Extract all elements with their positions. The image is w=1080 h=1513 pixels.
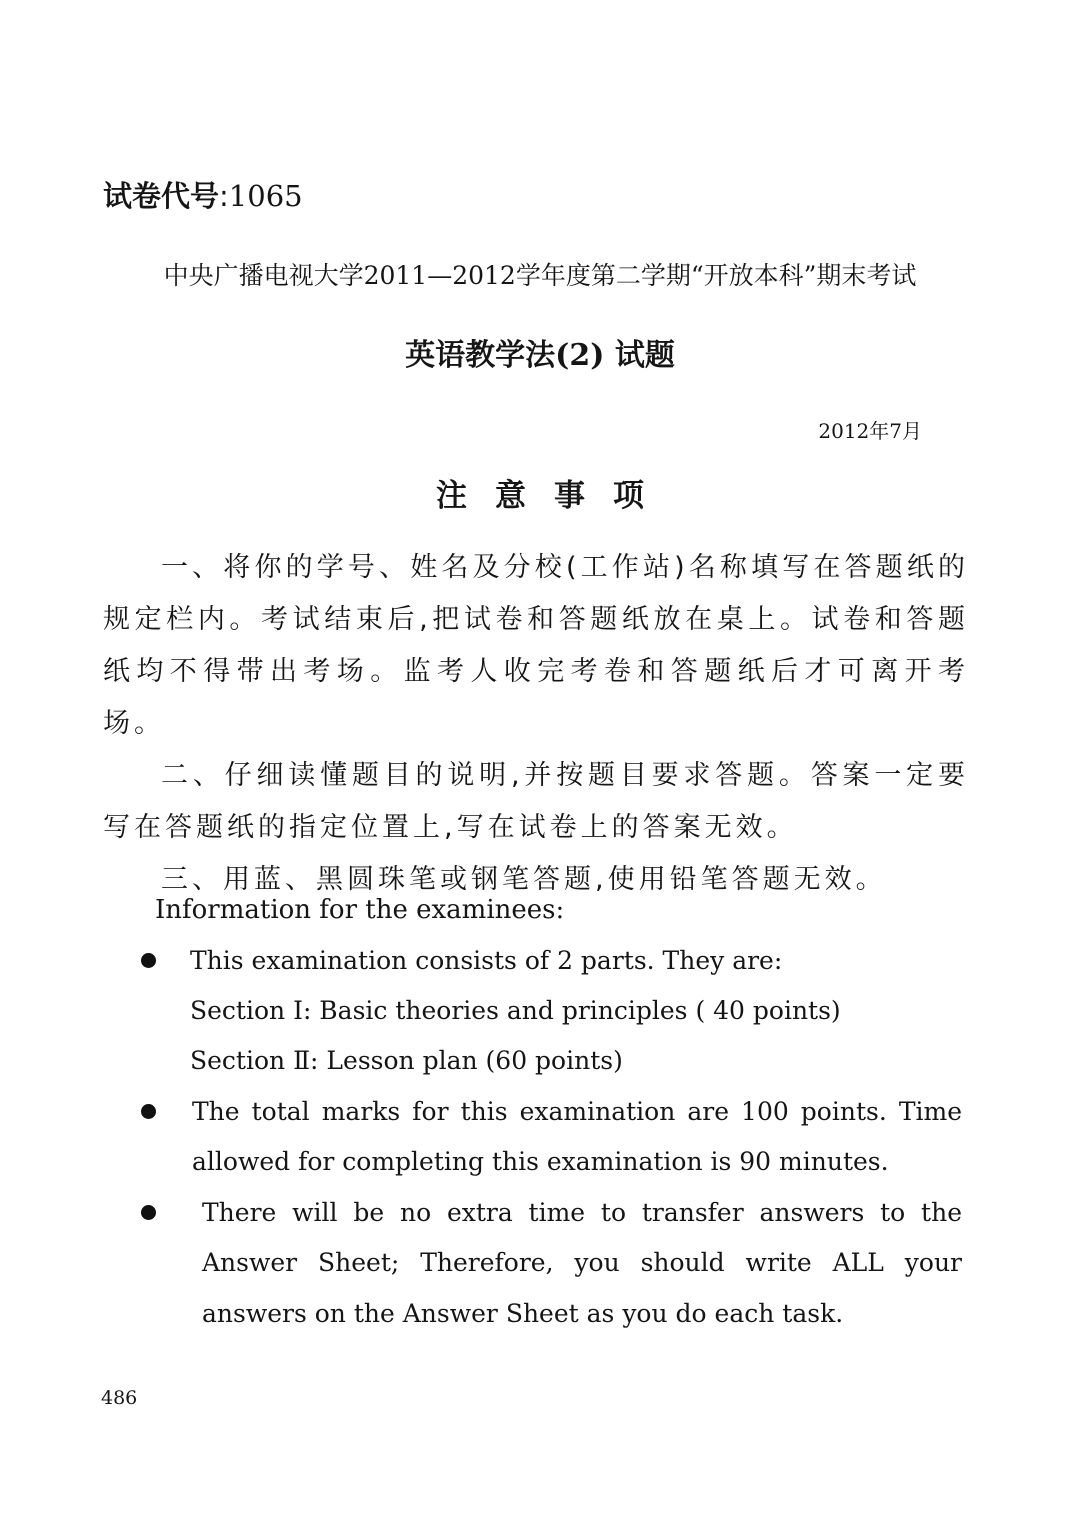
notice-item-1: 一、将你的学号、姓名及分校(工作站)名称填写在答题纸的规定栏内。考试结束后,把试卷和答题纸放在桌上。试卷和答题纸均不得带出考场。监考人收完考卷和答题纸后才可离开考场。: [103, 552, 969, 739]
info-line-no-extra-time: There will be no extra time to transfer answers to the: [202, 1198, 962, 1227]
bullet-icon: [141, 1205, 156, 1220]
paper-code-value: 1065: [228, 179, 303, 213]
info-title: Information for the examinees:: [155, 895, 565, 925]
notice-body: [103, 542, 969, 906]
info-line-answer-sheet: Answer Sheet; Therefore, you should write ALL your: [202, 1248, 962, 1277]
exam-date: 2012年7月: [818, 419, 922, 443]
paper-code-label: 试卷代号: [103, 179, 220, 213]
info-line-section-1: Section Ⅰ: Basic theories and principles ( 40 points): [190, 996, 841, 1025]
subject-title: 英语教学法(2) 试题: [405, 338, 675, 373]
exam-title: 中央广播电视大学2011—2012学年度第二学期“开放本科”期末考试: [163, 261, 917, 290]
info-line-parts: This examination consists of 2 parts. They are:: [190, 946, 783, 975]
paper-code: [103, 176, 303, 216]
info-line-total-marks: The total marks for this examination are 100 points. Time: [192, 1097, 962, 1126]
notice-heading: 注意事项: [436, 478, 672, 514]
notice-item-2: 二、仔细读懂题目的说明,并按题目要求答题。答案一定要写在答题纸的指定位置上,写在试卷上的答案无效。: [103, 760, 969, 843]
paper-code-separator: :: [219, 179, 229, 213]
info-line-each-task: answers on the Answer Sheet as you do each task.: [202, 1299, 844, 1328]
bullet-icon: [141, 1104, 156, 1119]
notice-item-3: 三、用蓝、黑圆珠笔或钢笔答题,使用铅笔答题无效。: [161, 864, 887, 895]
page-number: 486: [101, 1387, 138, 1409]
bullet-icon: [141, 953, 156, 968]
info-line-section-2: Section Ⅱ: Lesson plan (60 points): [190, 1046, 623, 1075]
info-line-time-allowed: allowed for completing this examination is 90 minutes.: [192, 1147, 889, 1176]
